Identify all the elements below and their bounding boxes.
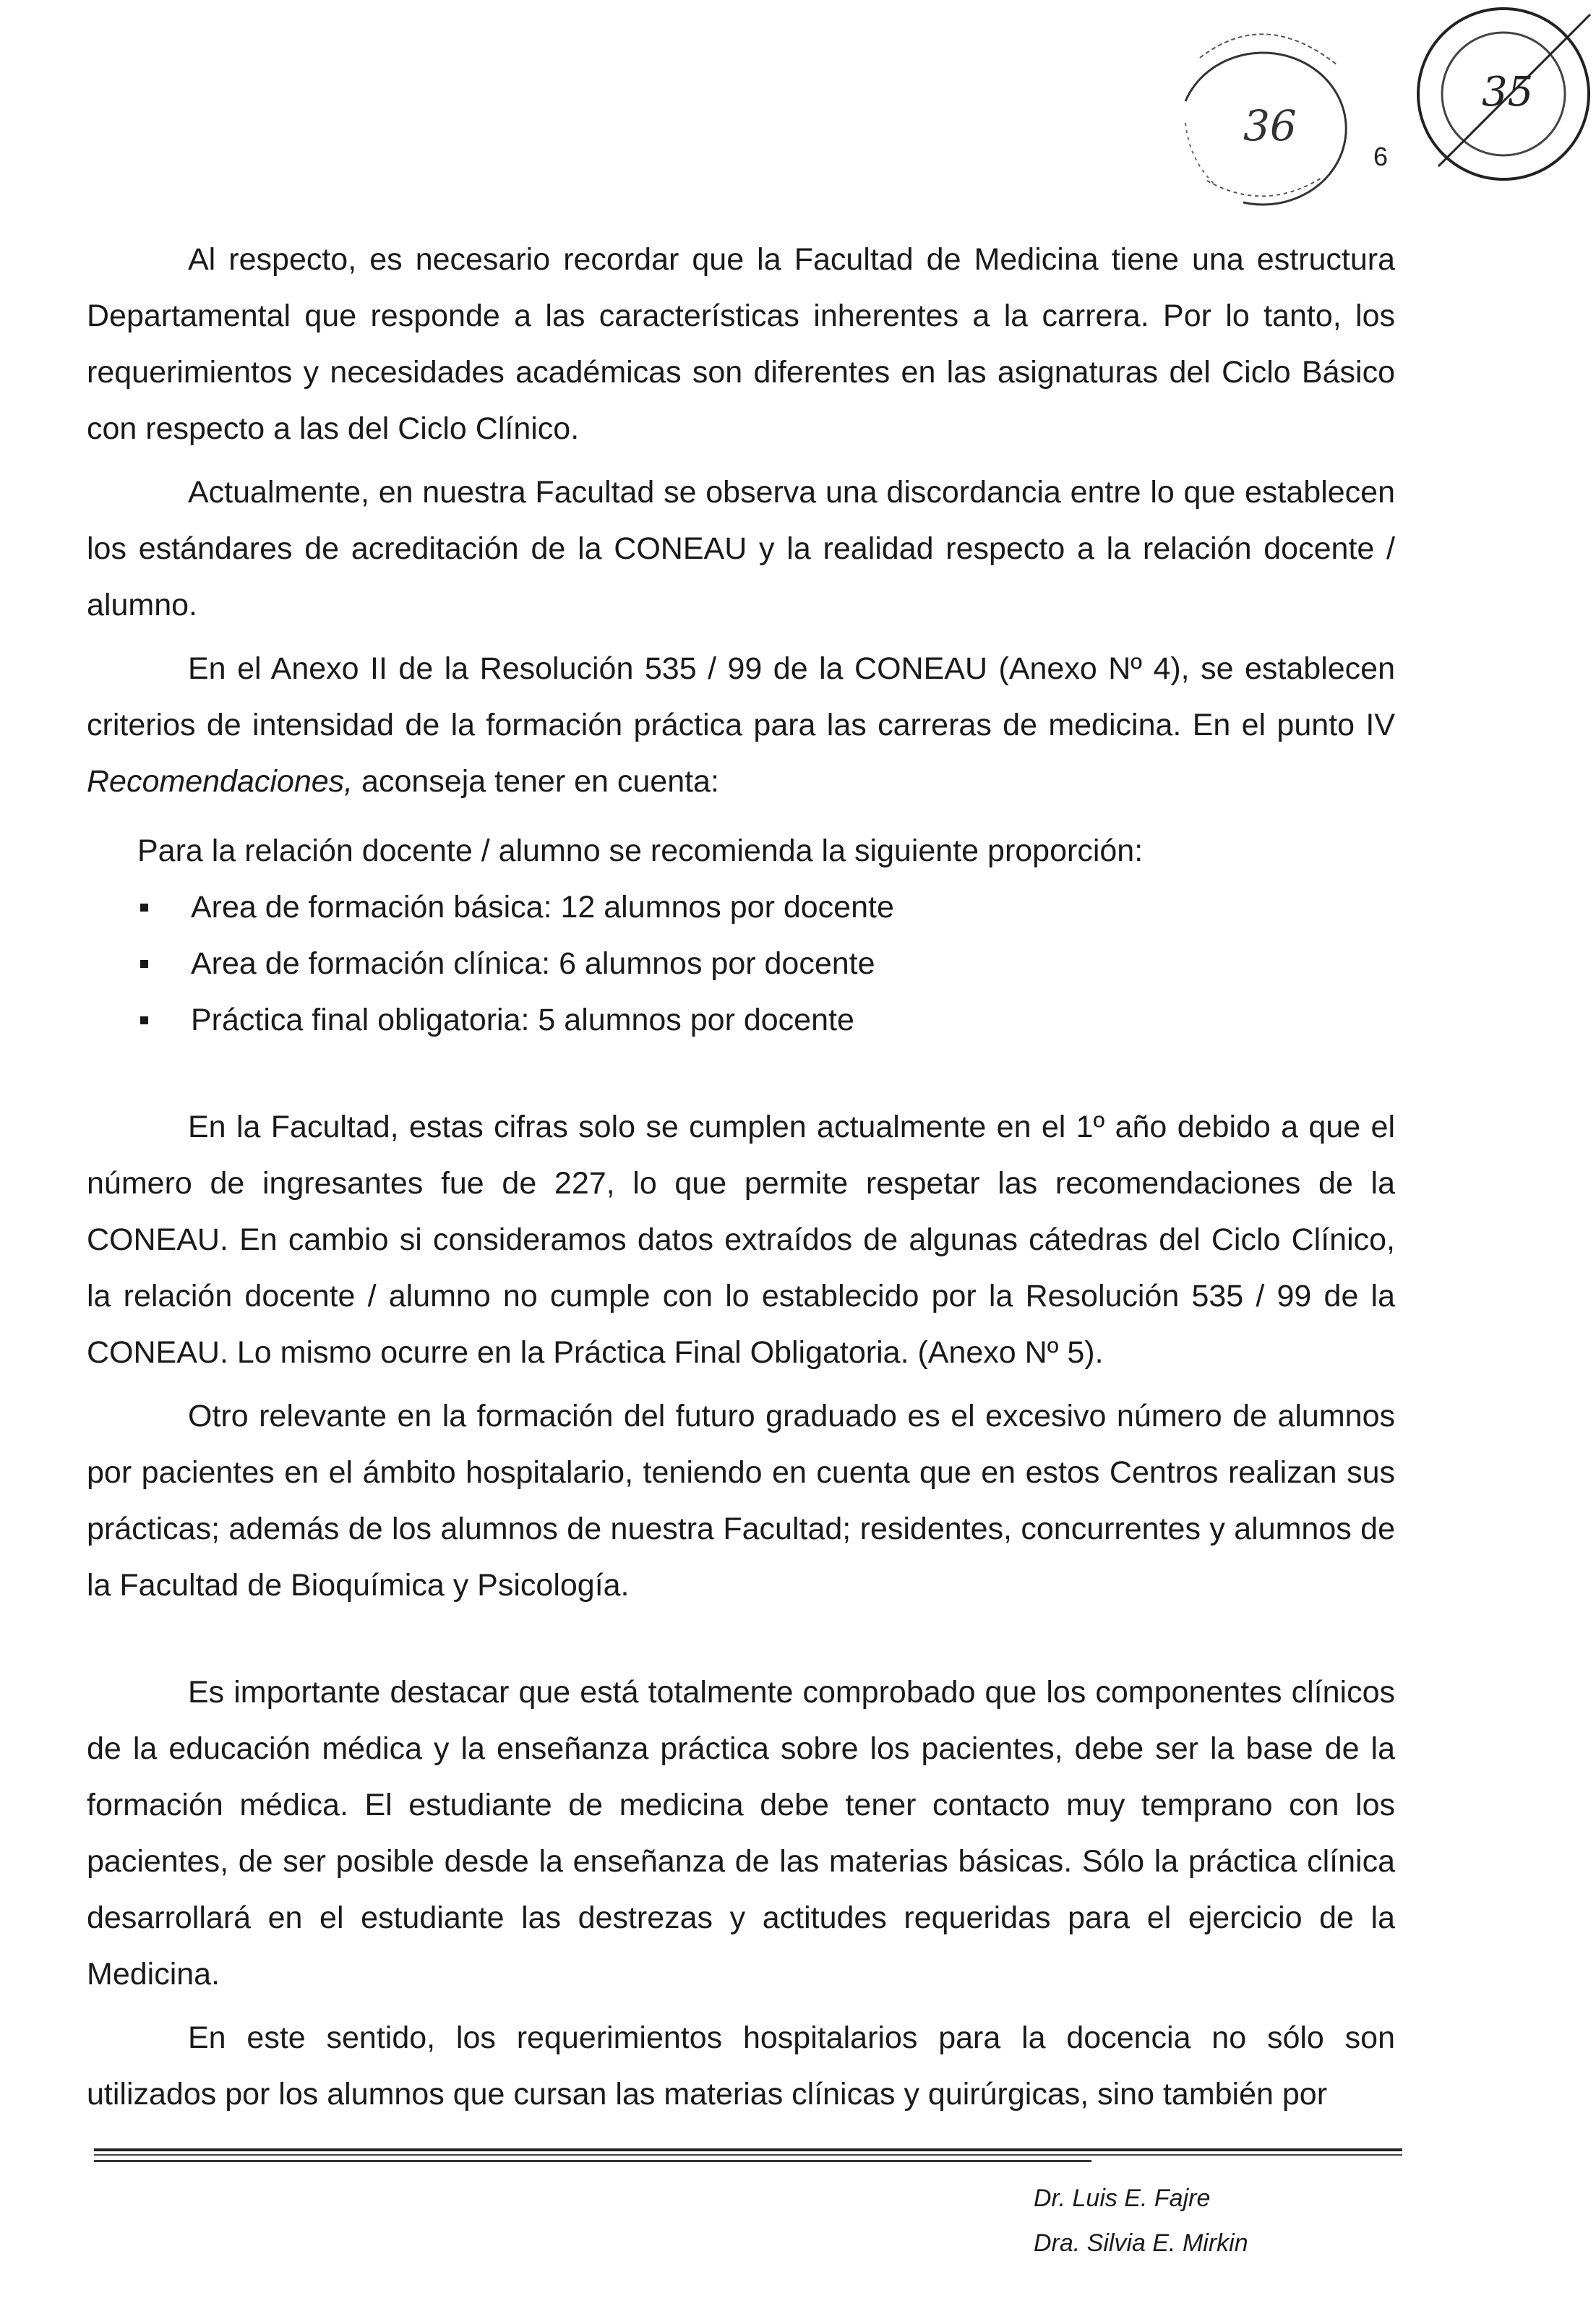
paragraph-2: Actualmente, en nuestra Facultad se observa una discordancia entre lo que establecen los estándares de acreditación de la CONEAU y la realidad respecto a la relación docente / alumno.: [87, 475, 1395, 622]
paragraph-3: [87, 640, 1395, 810]
paragraph-6: Es importante destacar que está totalmente comprobado que los componentes clínicos de la educación médica y la enseñanza práctica sobre los pacientes, debe ser la base de la formación médica. El estudiante de medicina debe tener contacto muy temprano con los pacientes, de ser posible desde la enseñanza de las materias básicas. Sólo la práctica clínica desarrollará en el estudiante las destrezas y actitudes requeridas para el ejercicio de la Medicina.: [87, 1675, 1395, 1992]
paragraph-3-tail: aconseja tener en cuenta:: [353, 764, 719, 799]
signature-1: Dr. Luis E. Fajre: [1034, 2185, 1211, 2212]
recommendation-block: [137, 823, 1395, 1048]
bullet-icon: [140, 1016, 148, 1024]
stamp-left-number: 36: [1243, 101, 1297, 150]
paragraph-7: En este sentido, los requerimientos hospitalarios para la docencia no sólo son utilizados por los alumnos que cursan las materias clínicas y quirúrgicas, sino también por: [87, 2020, 1395, 2112]
bullet-icon: [140, 904, 148, 912]
page-number: 6: [1373, 142, 1389, 171]
paragraph-1: Al respecto, es necesario recordar que la Facultad de Medicina tiene una estructura Departamental que responde a las características inherentes a la carrera. Por lo tanto, los requerimientos y necesidades académicas son diferentes en las asignaturas del Ciclo Básico con respecto a las del Ciclo Clínico.: [87, 242, 1395, 446]
paragraph-3-text: En el Anexo II de la Resolución 535 / 99 de la CONEAU (Anexo Nº 4), se establecen criterios de intensidad de la formación práctica para las carreras de medicina. En el punto IV: [87, 651, 1395, 742]
paragraph-3-italic: Recomendaciones,: [87, 764, 353, 799]
stamp-right-number: 35: [1482, 69, 1534, 116]
recommendation-list: [137, 879, 1395, 1048]
signature-block: [1034, 2176, 1248, 2266]
registry-stamp-right: [1395, 0, 1596, 195]
footer-divider: [94, 2148, 1402, 2162]
signature-2: Dra. Silvia E. Mirkin: [1034, 2229, 1248, 2257]
list-item: Area de formación clínica: 6 alumnos por docente: [137, 935, 1395, 992]
list-item: Práctica final obligatoria: 5 alumnos por docente: [137, 992, 1395, 1048]
recommendation-intro: Para la relación docente / alumno se recomienda la siguiente proporción:: [137, 833, 1144, 868]
list-item: Area de formación básica: 12 alumnos por docente: [137, 879, 1395, 935]
bullet-icon: [140, 960, 148, 968]
registry-stamp-left: [1157, 14, 1373, 217]
paragraph-4: En la Facultad, estas cifras solo se cumplen actualmente en el 1º año debido a que el número de ingresantes fue de 227, lo que permite respetar las recomendaciones de la CONEAU. En cambio si consideramos datos extraídos de algunas cátedras del Ciclo Clínico, la relación docente / alumno no cumple con lo establecido por la Resolución 535 / 99 de la CONEAU. Lo mismo ocurre en la Práctica Final Obligatoria. (Anexo Nº 5).: [87, 1110, 1395, 1370]
paragraph-5: Otro relevante en la formación del futuro graduado es el excesivo número de alumnos por pacientes en el ámbito hospitalario, teniendo en cuenta que en estos Centros realizan sus prácticas; además de los alumnos de nuestra Facultad; residentes, concurrentes y alumnos de la Facultad de Bioquímica y Psicología.: [87, 1399, 1395, 1603]
body-text: [87, 231, 1395, 2122]
